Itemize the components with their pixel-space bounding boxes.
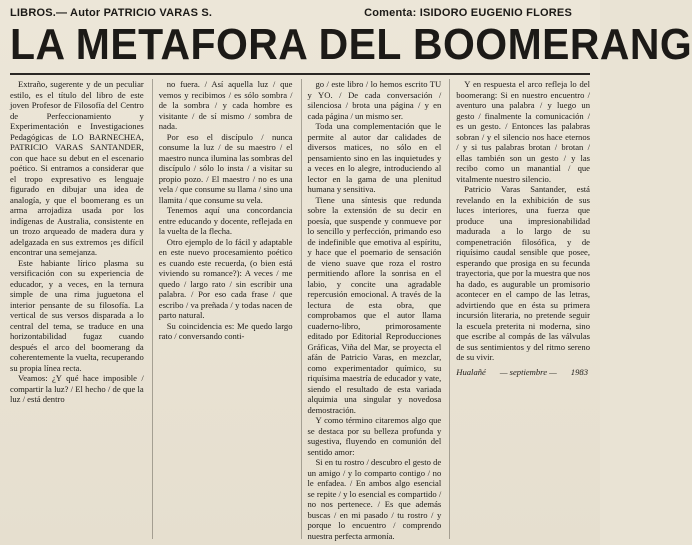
paragraph: Tenemos aquí una concordancia entre educando y docente, reflejada en la vuelta de la flecha. — [158, 205, 293, 236]
commentator: Comenta: ISIDORO EUGENIO FLORES — [364, 7, 572, 19]
paragraph: Toda una complementación que le permite al autor dar calidades de diversos matices, no sólo en el pensamiento sino en las inquietudes y a veces en lo alegre, introduciendo al lector en la gama de una plenitud humana y sensitiva. — [307, 121, 442, 194]
column-1 — [10, 79, 144, 539]
paragraph: Extraño, sugerente y de un peculiar estilo, es el título del libro de este joven Profesor de Filosofía del Centro de Perfeccionamiento y Experimentación e Investigaciones Pedagógicas de LO BARNECHEA, PATRICIO VARAS SANTANDER, con que hace su debut en el escenario poético. Si entramos a considerar que el tropo expresativo es lenguaje figurado en dibujar una idea de analogía, y que el boomerang es un arma arrojadiza usada por los indígenas de Australia, consistente en un trozo arqueado de madera dura y adelgazada en sus extremos ¡es difícil encontrar una semejanza. — [10, 79, 144, 257]
paragraph: Por eso el discípulo / nunca consume la luz / de su maestro / el maestro nunca ilumina las sombras del discípulo / sólo lo insta / a visitar su propio pozo. / El maestro / no es una vela / que consume su llama / sino una llamita / que consume su vela. — [158, 131, 293, 205]
paragraph: Otro ejemplo de lo fácil y adaptable en este nuevo procesamiento poético es cuando este recuerda, (o bien está viviendo su romance?): A veces / me quedo / largo rato / sin escribir una palabra. / Por eso cada frase / que escribo / va preñada / y todas nacen de parto natural. — [158, 236, 293, 320]
headline-rule — [10, 73, 590, 75]
signoff — [456, 367, 590, 378]
column-3 — [301, 79, 442, 539]
column-4 — [449, 79, 590, 539]
paragraph: go / este libro / lo hemos escrito TU y YO. / De cada conversación / silenciosa / brota una página / y en cada página / un mismo ser. — [307, 79, 442, 121]
signoff-year: 1983 — [570, 366, 588, 377]
column-2 — [152, 79, 293, 539]
paragraph: no fuera. / Así aquella luz / que vemos y recibimos / es sólo sombra / de la sombra / y cada hombre es visitante / de sí mismo / sombra de nada. — [158, 79, 293, 131]
paragraph: Si en tu rostro / descubro el gesto de un amigo / y lo comparto contigo / no le enfadea. / En ambos algo esencial se repite / y lo esencial es compartido / no nos pertenece. / Es que además buscas / en mi pasado / tu rostro / y porque lo encuentro / comprendo nuestra perfecta armonía. — [307, 457, 442, 541]
section-author: LIBROS.— Autor PATRICIO VARAS S. — [10, 7, 213, 19]
signoff-place: Hualañé — [456, 366, 486, 377]
paragraph: Su coincidencia es: Me quedo largo rato / conversando conti- — [158, 320, 293, 341]
paragraph: Veamos: ¿Y qué hace imposible / compartir la luz? / El hecho / de que la luz / está dentro — [10, 373, 144, 404]
paragraph: Este habiante lírico plasma su versificación con su experiencia de educador, y a veces, en la ternura simple de una rima juguetona el interior pensante de su filosofía. La vertical de sus versos disparada a lo central del tema, se traduce en una horizontabilidad fugaz cuando después el arco del boomerang da coherentemente la vuelta, recuperando su propia línea recta. — [10, 257, 144, 373]
article-columns — [10, 79, 590, 539]
paragraph: Y como término citaremos algo que se destaca por su belleza profunda y sugestiva, fluyendo en comunión del sentido amor: — [307, 415, 442, 457]
paragraph: Y en respuesta el arco refleja lo del boomerang: Si en nuestro encuentro / aventuro una palabra / y luego un gesto / finalmente la comunicación / es un gesto. / Entonces las palabras sobran / y el silencio nos hace eternos / y si tus palabras brotan / brotan / ellas también son un gesto / y las recibo como un manantial / que vitalmente nuestro silencio. — [456, 79, 590, 184]
headline: LA METAFORA DEL BOOMERANG — [10, 20, 692, 69]
paragraph: Tiene una síntesis que redunda sobre la extensión de su decir en poesía, que suspende y conmueve por lo sencillo y perfección, primando eso de indefinible que emotiva al espíritu, y hace que el poemario de sensación de vieno suave que roza el rostro permitiendo aflore la sonrisa en el labio, y concite una agradable repercusión emocional. A través de la lectura de esta obra, que comprobamos que el autor llama cuaderno-libro, primorosamente editado por Editorial Reproducciones Gráficas, Viña del Mar, se proyecta el afán de Patricio Varas, en mezclar, como experimentador químico, su riquísima maestría de educador y vate, siendo el resultado de esta variada alquimia una singular y novedosa demostración. — [307, 194, 442, 415]
byline-bar — [10, 6, 590, 20]
paragraph: Patricio Varas Santander, está revelando en la exhibición de sus luces interiores, una fuerza que produce una impresionabilidad madurada a lo largo de su compenetración filosófica, y de riquísimo caudal sensible que posee, esperando que prosiga en su fecunda trayectoria, que por la muestra que nos ha dado, es augurable un promisorio acontecer en el campo de las letras, advirtiendo que en ésta su primera incursión literaria, no pretende seguir la escuela preterita ni moderna, sino que escribe al compás de las válvulas de sus sentimientos y del ritmo sereno de su vivir. — [456, 184, 590, 362]
signoff-month: — septiembre — — [499, 366, 557, 377]
